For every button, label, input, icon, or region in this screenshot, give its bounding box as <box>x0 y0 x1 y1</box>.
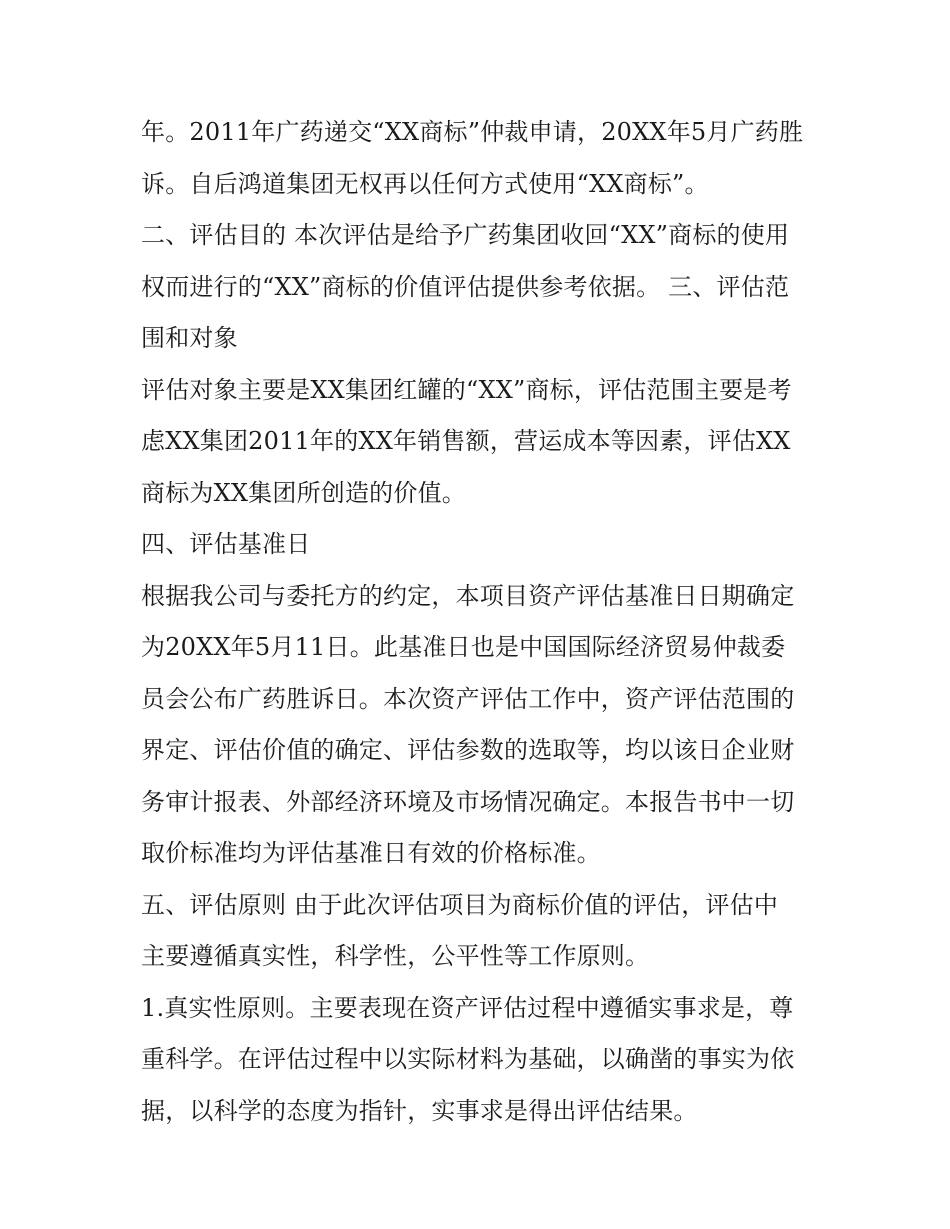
text-line: 为20XX年5月11日。此基准日也是中国国际经济贸易仲裁委 <box>141 633 786 661</box>
document-body <box>141 107 821 1137</box>
text-line: 重科学。在评估过程中以实际材料为基础，以确凿的事实为依 <box>141 1045 795 1073</box>
text-line: 诉。自后鸿道集团无权再以任何方式使用“XX商标”。 <box>141 169 709 198</box>
text-line: 主要遵循真实性，科学性，公平性等工作原则。 <box>141 942 650 970</box>
list-item-line: 1.真实性原则。主要表现在资产评估过程中遵循实事求是，尊 <box>141 993 794 1022</box>
text-line: 务审计报表、外部经济环境及市场情况确定。本报告书中一切 <box>141 787 795 816</box>
text-line: 年。2011年广药递交“XX商标”仲裁申请，20XX年5月广药胜 <box>141 118 804 146</box>
section-heading-line: 二、评估目的 本次评估是给予广药集团收回“XX”商标的使用 <box>141 221 790 249</box>
text-line: 界定、评估价值的确定、评估参数的选取等，均以该日企业财 <box>141 736 795 764</box>
text-line: 权而进行的“XX”商标的价值评估提供参考依据。 三、评估范 <box>141 272 790 301</box>
text-line: 商标为XX集团所创造的价值。 <box>141 478 466 507</box>
section-heading-line: 四、评估基准日 <box>141 530 311 558</box>
text-line: 虑XX集团2011年的XX年销售额，营运成本等因素，评估XX <box>141 427 791 455</box>
text-line: 据，以科学的态度为指针，实事求是得出评估结果。 <box>141 1096 698 1125</box>
text-line: 根据我公司与委托方的约定，本项目资产评估基准日日期确定 <box>141 581 795 610</box>
text-line: 员会公布广药胜诉日。本次资产评估工作中，资产评估范围的 <box>141 684 795 713</box>
text-line: 围和对象 <box>141 324 238 352</box>
text-line: 取价标准均为评估基准日有效的价格标准。 <box>141 839 601 867</box>
section-heading-line: 五、评估原则 由于此次评估项目为商标价值的评估，评估中 <box>141 890 779 919</box>
text-line: 评估对象主要是XX集团红罐的“XX”商标，评估范围主要是考 <box>141 375 792 404</box>
